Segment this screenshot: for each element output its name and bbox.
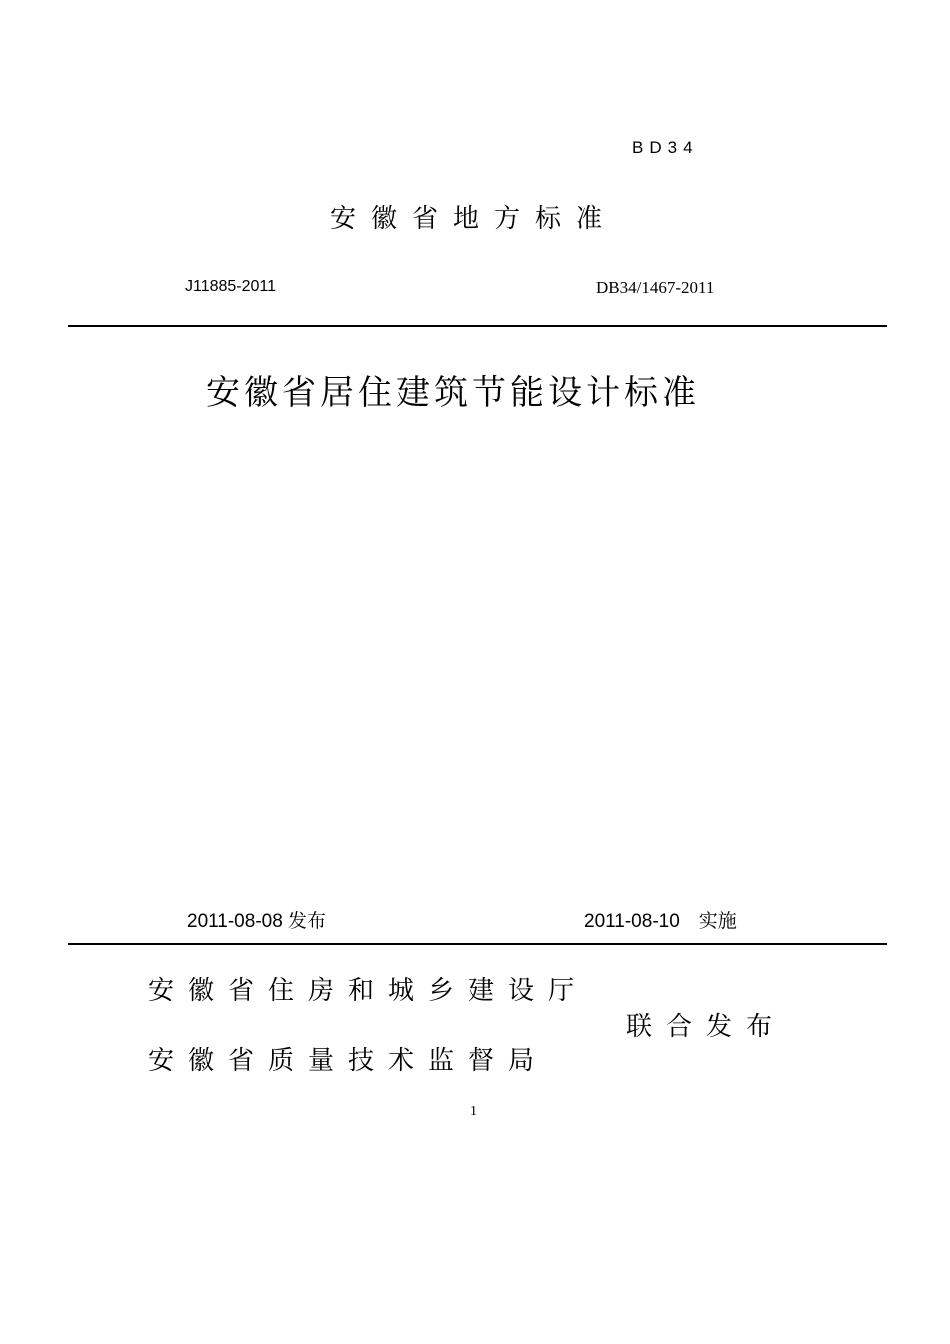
effective-date: 2011-08-10 实施 xyxy=(584,911,737,932)
page-number: 1 xyxy=(470,1104,477,1119)
joint-publish-label: 联合发布 xyxy=(626,1012,787,1042)
bottom-divider xyxy=(68,943,887,945)
standard-type-heading: 安徽省地方标准 xyxy=(330,204,618,234)
standard-number: DB34/1467-2011 xyxy=(596,278,715,297)
category-code: BD34 xyxy=(632,138,699,157)
issuer-quality-bureau: 安徽省质量技术监督局 xyxy=(148,1046,549,1076)
top-divider xyxy=(68,325,887,327)
document-title: 安徽省居住建筑节能设计标准 xyxy=(206,373,700,413)
publish-date: 2011-08-08 发布 xyxy=(187,911,327,932)
record-number: J11885-2011 xyxy=(185,278,277,295)
issuer-housing-department: 安徽省住房和城乡建设厅 xyxy=(148,976,589,1006)
